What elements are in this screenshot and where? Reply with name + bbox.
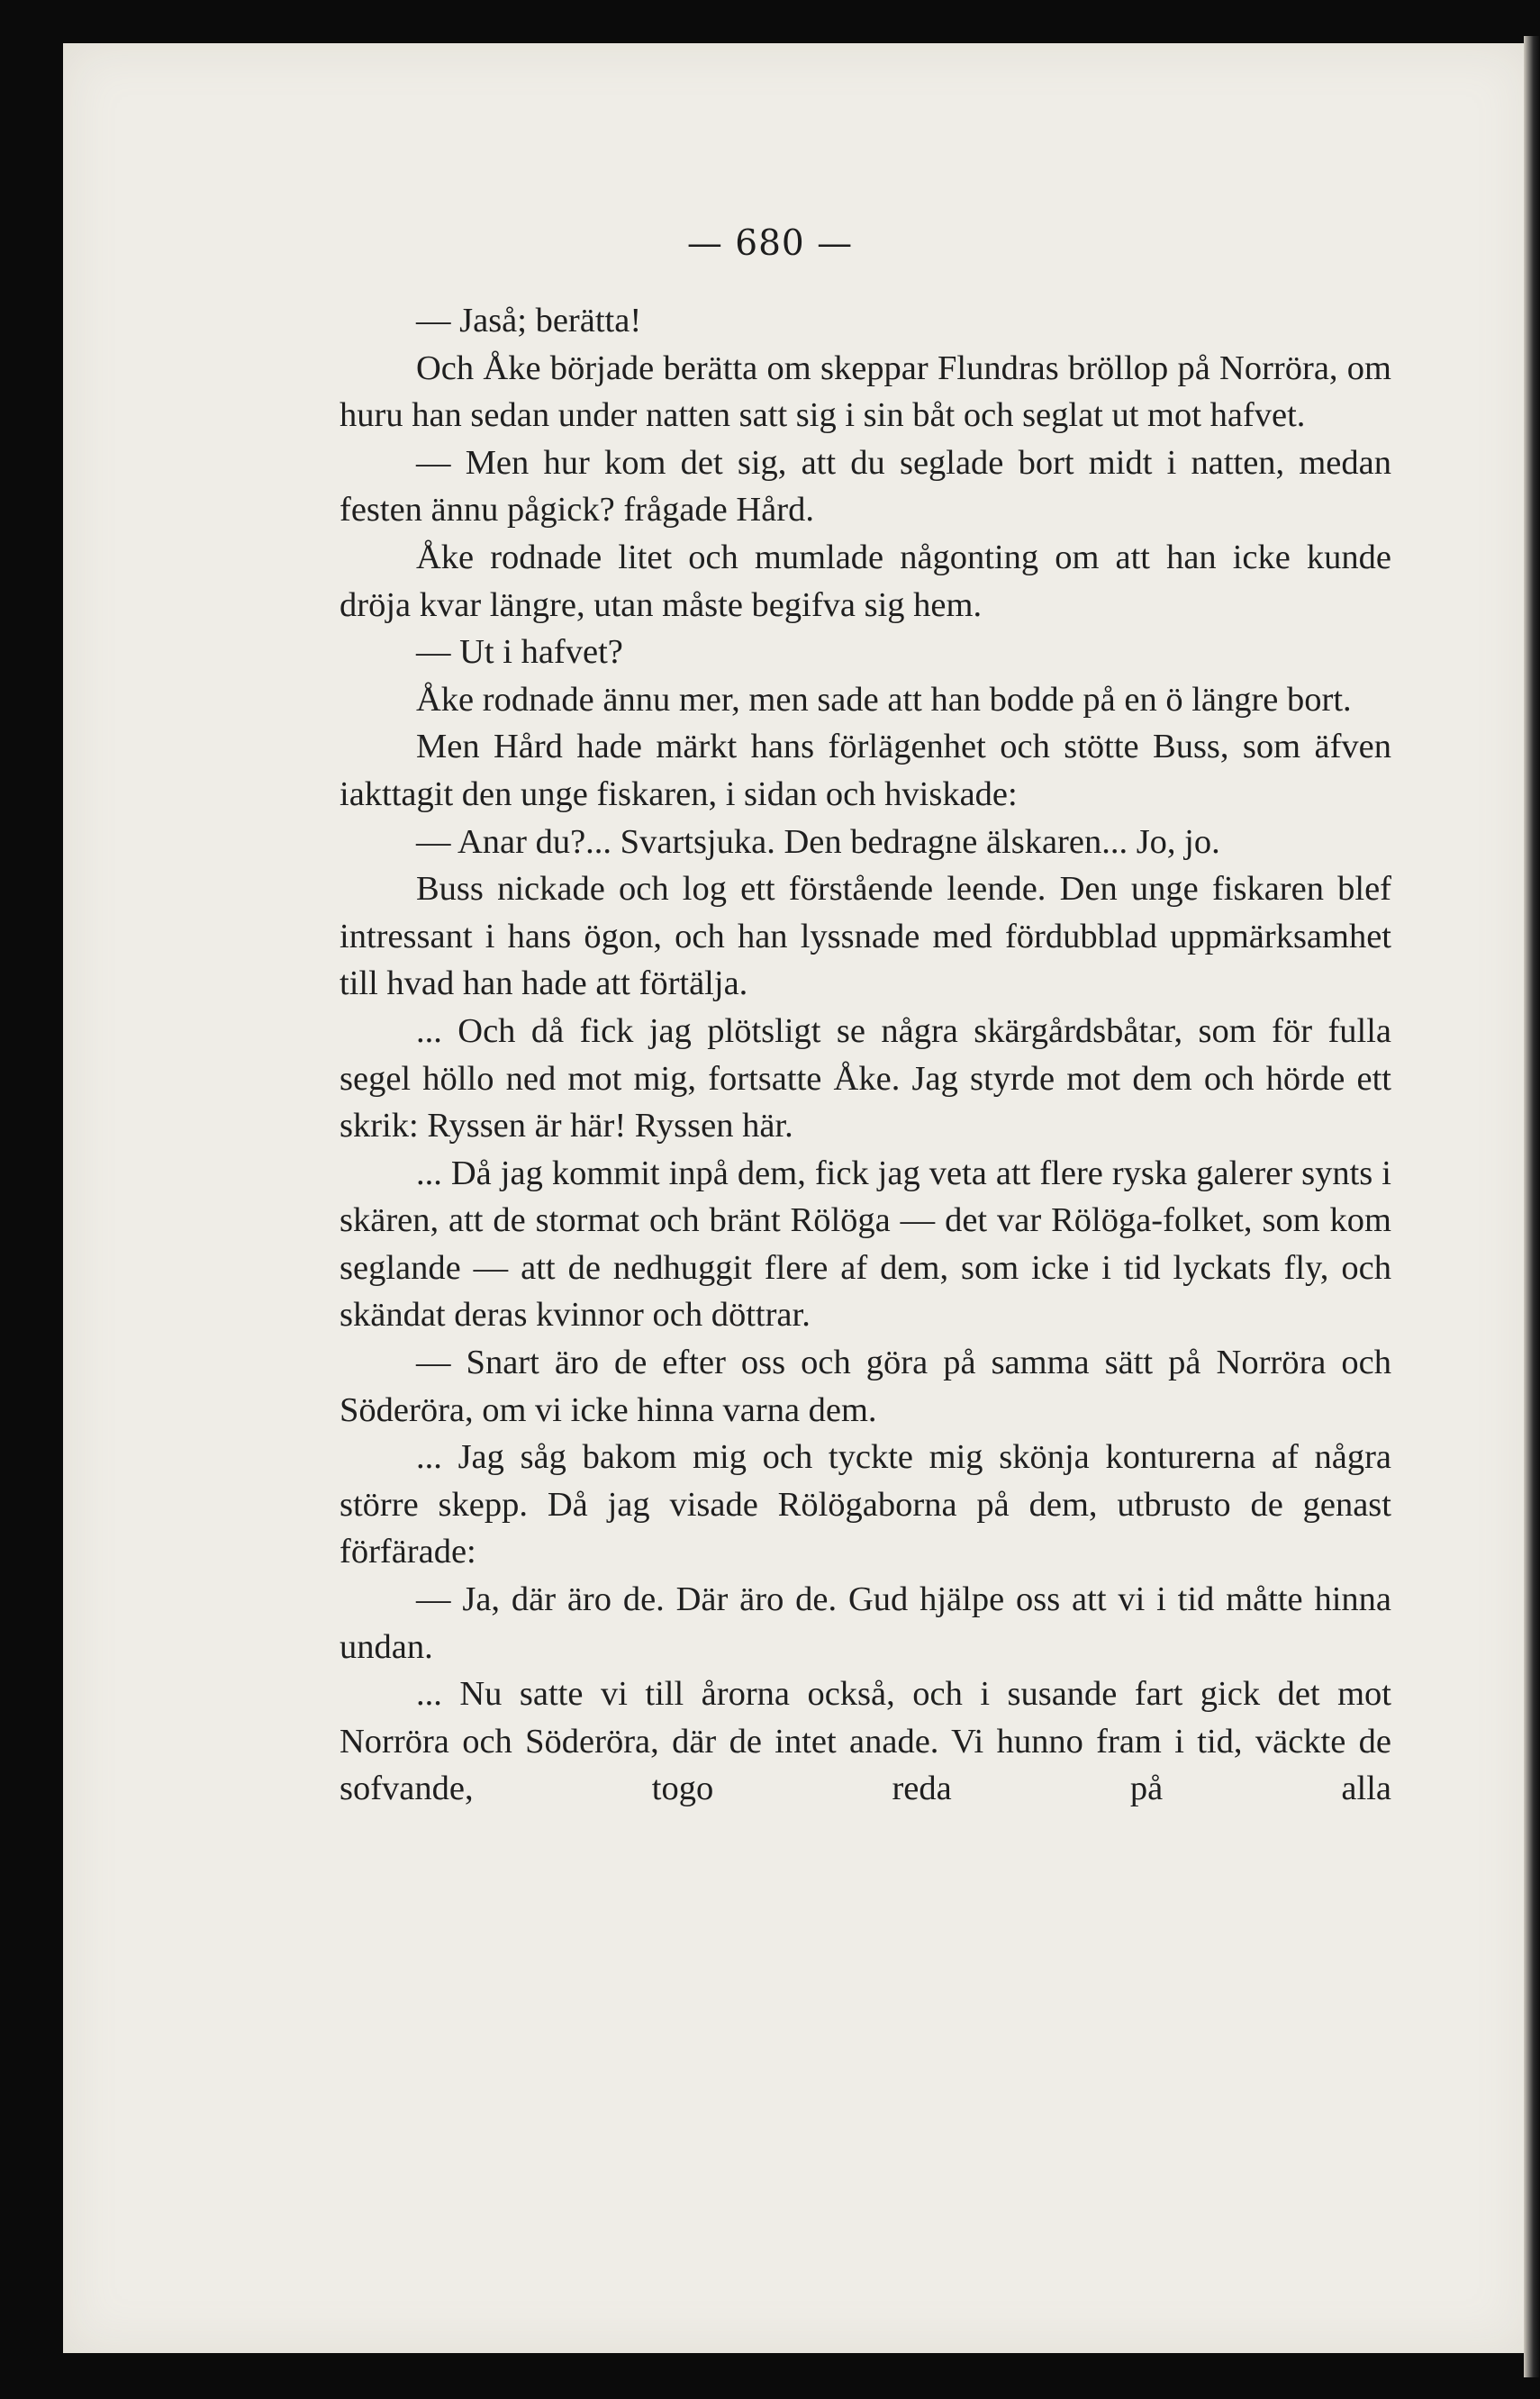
- paragraph: — Ja, där äro de. Där äro de. Gud hjälpe oss att vi i tid måtte hinna undan.: [340, 1580, 1391, 1666]
- body-text: [340, 297, 1391, 1813]
- paragraph: Men Hård hade märkt hans förlägenhet och stötte Buss, som äfven iakttagit den unge fiskaren, i sidan och hviskade:: [340, 728, 1391, 813]
- page-edge: [1524, 36, 1540, 2377]
- paragraph: Åke rodnade ännu mer, men sade att han bodde på en ö längre bort.: [416, 680, 1352, 719]
- paragraph: ... Nu satte vi till årorna också, och i susande fart gick det mot Norröra och Söderöra, där de intet anade. Vi hunno fram i tid, väckte de sofvande, togo reda på alla: [340, 1675, 1391, 1808]
- paragraph: ... Och då fick jag plötsligt se några skärgårdsbåtar, som för fulla segel höllo ned mot mig, fortsatte Åke. Jag styrde mot dem och hörde ett skrik: Ryssen är här! Ryssen här.: [340, 1011, 1391, 1145]
- paragraph: Och Åke började berätta om skeppar Flundras bröllop på Norröra, om huru han sedan under natten satt sig i sin båt och seglat ut mot hafvet.: [340, 349, 1391, 435]
- paragraph: Buss nickade och log ett förstående leende. Den unge fiskaren blef intressant i hans ögon, och han lyssnade med fördubblad uppmärksamhet till hvad han hade att förtälja.: [340, 870, 1391, 1003]
- paragraph: — Snart äro de efter oss och göra på samma sätt på Norröra och Söderöra, om vi icke hinna varna dem.: [340, 1344, 1391, 1429]
- paragraph: ... Då jag kommit inpå dem, fick jag veta att flere ryska galerer synts i skären, att de stormat och bränt Rölöga — det var Rölöga-folket, som kom seglande — att de nedhuggit flere af dem, som icke i tid lyckats fly, och skändat deras kvinnor och döttrar.: [340, 1154, 1391, 1335]
- paragraph: ... Jag såg bakom mig och tyckte mig skönja konturerna af några större skepp. Då jag visade Rölögaborna på dem, utbrusto de genast förfärade:: [340, 1438, 1391, 1571]
- paragraph: — Jaså; berätta!: [416, 302, 642, 339]
- paragraph: — Men hur kom det sig, att du seglade bort midt i natten, medan festen ännu pågick? frågade Hård.: [340, 443, 1391, 530]
- paragraph: — Ut i hafvet?: [416, 633, 623, 672]
- paragraph: Åke rodnade litet och mumlade någonting om att han icke kunde dröja kvar längre, utan måste begifva sig hem.: [340, 538, 1391, 624]
- page-number: — 680 —: [686, 223, 854, 264]
- paragraph: — Anar du?... Svartsjuka. Den bedragne älskaren... Jo, jo.: [416, 822, 1220, 861]
